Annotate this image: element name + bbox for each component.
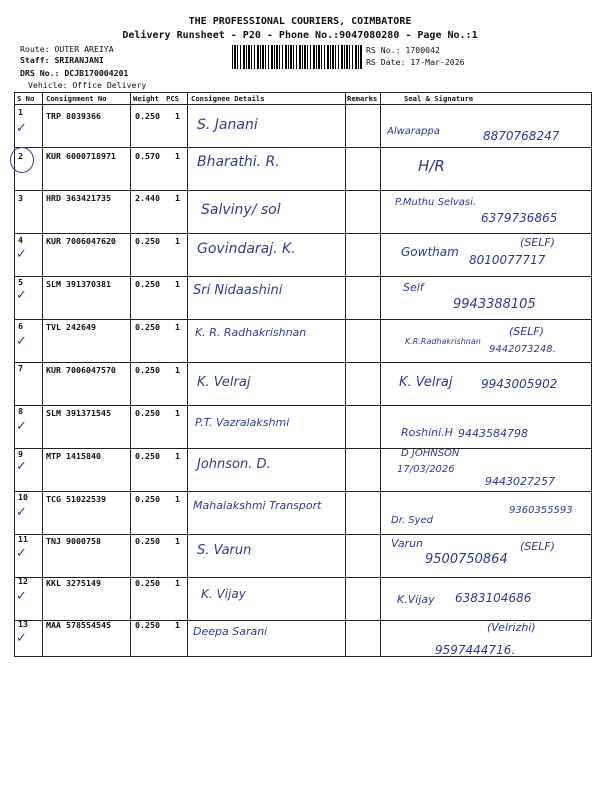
consignee-name: Bharathi. R. (197, 154, 280, 170)
row-sno: 1 (18, 107, 23, 117)
pcs-value: 1 (175, 279, 180, 289)
weight-value: 0.570 (135, 151, 160, 161)
consignee-name: Mahalakshmi Transport (193, 499, 322, 512)
row-sno: 5 (18, 277, 23, 287)
consignment-no: KUR 7006047570 (46, 365, 116, 375)
row-sno: 8 (18, 406, 23, 416)
weight-value: 0.250 (135, 620, 160, 630)
signature: Dr. Syed (391, 515, 434, 526)
consignee-name: Deepa Sarani (193, 625, 268, 638)
pcs-value: 1 (175, 408, 180, 418)
check-mark-icon: ✓ (16, 334, 27, 349)
weight-value: 0.250 (135, 536, 160, 546)
consignee-name: S. Varun (197, 543, 252, 558)
phone-number: 9943388105 (453, 297, 536, 312)
phone-number: 9443584798 (458, 427, 528, 440)
phone-number: 8010077717 (469, 253, 546, 267)
check-mark-icon: ✓ (16, 247, 27, 262)
col-consignment: Consignment No (46, 94, 107, 103)
phone-number: 9943005902 (481, 377, 558, 391)
signature: K.Vijay (397, 593, 435, 606)
signature: Roshini.H (401, 426, 453, 439)
signature: K.R.Radhakrishnan (405, 337, 481, 346)
signature: Gowtham (401, 245, 459, 259)
phone-number: 6379736865 (481, 211, 558, 225)
vehicle-text: Vehicle: Office Delivery (28, 80, 147, 90)
weight-value: 2.440 (135, 193, 160, 203)
pcs-value: 1 (175, 536, 180, 546)
signature: K. Velraj (399, 375, 453, 390)
phone-number: 9597444716. (435, 643, 516, 657)
consignment-no: HRD 363421735 (46, 193, 111, 203)
weight-value: 0.250 (135, 578, 160, 588)
phone-number: 9443027257 (485, 475, 555, 488)
remark-note: (SELF) (509, 325, 544, 338)
row-sno: 3 (18, 193, 23, 203)
row-sno: 7 (18, 363, 23, 373)
consignee-name: Govindaraj. K. (197, 241, 296, 257)
pcs-value: 1 (175, 193, 180, 203)
consignment-no: TNJ 9000758 (46, 536, 101, 546)
signature: Alwarappa (387, 126, 440, 137)
consignee-name: S. Janani (197, 117, 258, 133)
pcs-value: 1 (175, 451, 180, 461)
consignment-no: SLM 391371545 (46, 408, 111, 418)
weight-value: 0.250 (135, 451, 160, 461)
runsheet-table (14, 92, 592, 657)
phone-number: 6383104686 (455, 591, 532, 605)
weight-value: 0.250 (135, 322, 160, 332)
remark-note: (SELF) (520, 540, 555, 553)
phone-number: 8870768247 (483, 129, 560, 143)
col-weight: Weight (133, 94, 159, 103)
remark-note: 17/03/2026 (397, 464, 455, 475)
consignment-no: SLM 391370381 (46, 279, 111, 289)
check-mark-icon: ✓ (16, 121, 27, 136)
phone-number: 9360355593 (509, 505, 573, 516)
row-sno: 6 (18, 321, 23, 331)
row-sno: 11 (18, 534, 28, 544)
pcs-value: 1 (175, 111, 180, 121)
consignee-name: K. Velraj (197, 375, 251, 390)
remark-note: H/R (418, 157, 445, 175)
phone-number: 9500750864 (425, 552, 508, 567)
check-mark-icon: ✓ (16, 419, 27, 434)
consignment-no: MAA 578554545 (46, 620, 111, 630)
weight-value: 0.250 (135, 236, 160, 246)
route-text: Route: OUTER AREIYA (20, 44, 114, 54)
signature: Self (403, 281, 424, 294)
consignee-name: P.T. Vazralakshmi (195, 416, 290, 429)
row-sno: 2 (18, 151, 23, 161)
company-title: THE PROFESSIONAL COURIERS, COIMBATORE (188, 16, 412, 27)
barcode (232, 45, 362, 69)
row-sno: 13 (18, 619, 28, 629)
weight-value: 0.250 (135, 408, 160, 418)
consignment-no: KKL 3275149 (46, 578, 101, 588)
phone-number: 9442073248. (489, 344, 556, 355)
consignment-no: TVL 242649 (46, 322, 96, 332)
signature: Varun (391, 537, 424, 550)
check-mark-icon: ✓ (16, 288, 27, 303)
row-sno: 4 (18, 235, 23, 245)
consignment-no: KUR 6000718971 (46, 151, 116, 161)
drs-number: DRS No.: DCJB170004201 (20, 68, 129, 78)
check-mark-icon: ✓ (16, 631, 27, 646)
consignee-name: Johnson. D. (197, 457, 271, 472)
col-sno: S No (17, 94, 35, 103)
weight-value: 0.250 (135, 111, 160, 121)
signature: D JOHNSON (401, 448, 460, 459)
check-mark-icon: ✓ (16, 589, 27, 604)
consignment-no: MTP 1415840 (46, 451, 101, 461)
check-mark-icon: ✓ (16, 546, 27, 561)
col-consignee: Consignee Details (191, 94, 265, 103)
pcs-value: 1 (175, 494, 180, 504)
col-remarks: Remarks (347, 94, 378, 103)
check-mark-icon: ✓ (16, 459, 27, 474)
consignment-no: KUR 7006047620 (46, 236, 116, 246)
consignment-no: TCG 51022539 (46, 494, 106, 504)
pcs-value: 1 (175, 322, 180, 332)
remark-note: (Velrizhi) (487, 621, 536, 634)
pcs-value: 1 (175, 578, 180, 588)
weight-value: 0.250 (135, 279, 160, 289)
rs-number: RS No.: 1700042 (366, 45, 440, 55)
pcs-value: 1 (175, 236, 180, 246)
consignee-name: Sri Nidaashini (193, 283, 283, 298)
pcs-value: 1 (175, 151, 180, 161)
weight-value: 0.250 (135, 365, 160, 375)
row-sno: 12 (18, 576, 28, 586)
remark-note: (SELF) (520, 236, 555, 249)
consignee-name: K. R. Radhakrishnan (195, 326, 307, 339)
rs-date: RS Date: 17-Mar-2026 (366, 57, 465, 67)
consignee-name: K. Vijay (201, 587, 246, 601)
pcs-value: 1 (175, 620, 180, 630)
weight-value: 0.250 (135, 494, 160, 504)
staff-text: Staff: SRIRANJANI (20, 55, 104, 65)
runsheet-subtitle: Delivery Runsheet - P20 - Phone No.:9047080280 - Page No.:1 (122, 30, 478, 41)
consignee-name: Salviny/ sol (201, 202, 281, 218)
consignment-no: TRP 8039366 (46, 111, 101, 121)
col-pcs: PCS (166, 94, 179, 103)
row-sno: 10 (18, 492, 28, 502)
signature: P.Muthu Selvasi. (395, 197, 477, 208)
pcs-value: 1 (175, 365, 180, 375)
check-mark-icon: ✓ (16, 505, 27, 520)
col-seal: Seal & Signature (404, 94, 474, 103)
row-sno: 9 (18, 449, 23, 459)
